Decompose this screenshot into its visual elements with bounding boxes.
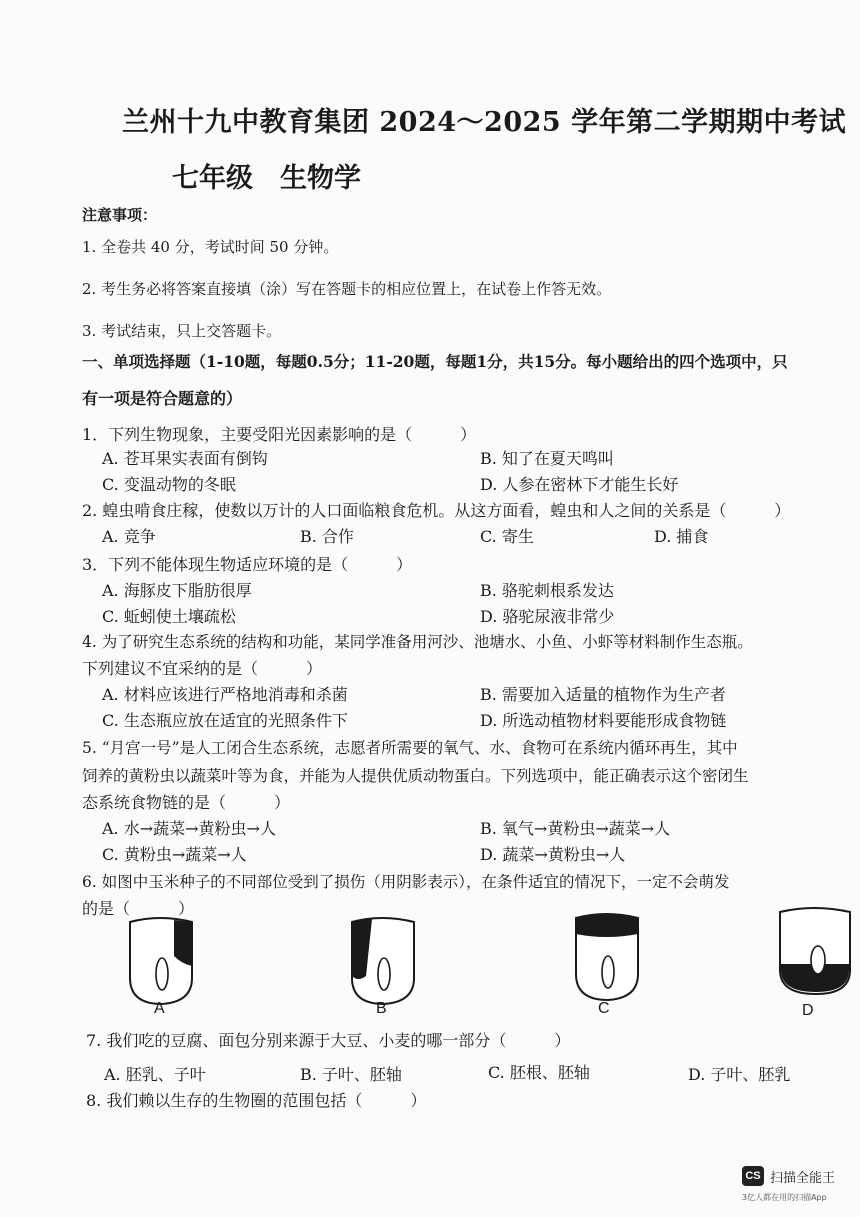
seed-figure-a: [122, 916, 198, 1008]
q7-option-a: A. 胚乳、子叶: [104, 1065, 206, 1084]
scanner-badge-icon: CS: [742, 1166, 764, 1186]
q5-stem-line1: 5. “月宫一号”是人工闭合生态系统，志愿者所需要的氧气、水、食物可在系统内循环再生，其中: [82, 739, 738, 757]
seed-label-c: C: [598, 1000, 610, 1017]
seed-figure-c: [568, 910, 644, 1002]
q1-stem: 1．下列生物现象，主要受阳光因素影响的是（ ）: [82, 425, 477, 444]
q5-option-d: D. 蔬菜→黄粉虫→人: [480, 845, 626, 864]
exam-subtitle: 七年级 生物学: [172, 163, 361, 194]
q5-option-a: A. 水→蔬菜→黄粉虫→人: [102, 819, 276, 838]
q1-option-a: A. 苍耳果实表面有倒钩: [102, 449, 268, 468]
q4-option-d: D. 所选动植物材料要能形成食物链: [480, 711, 727, 730]
q3-option-a: A. 海豚皮下脂肪很厚: [102, 581, 252, 600]
scanner-name: 扫描全能王: [770, 1170, 836, 1186]
section1-heading-line1: 一、单项选择题（1-10题，每题0.5分；11-20题，每题1分，共15分。每小题给出的四个选项中，只: [82, 352, 788, 371]
q4-option-a: A. 材料应该进行严格地消毒和杀菌: [102, 685, 348, 704]
q8-stem: 8. 我们赖以生存的生物圈的范围包括（ ）: [86, 1091, 427, 1110]
q5-stem-line2: 饲养的黄粉虫以蔬菜叶等为食，并能为人提供优质动物蛋白。下列选项中，能正确表示这个密闭生: [82, 767, 749, 785]
note-item-2: 2. 考生务必将答案直接填（涂）写在答题卡的相应位置上，在试卷上作答无效。: [82, 280, 612, 298]
section1-heading-line2: 有一项是符合题意的）: [82, 389, 243, 408]
q3-stem: 3．下列不能体现生物适应环境的是（ ）: [82, 555, 413, 574]
exam-title: 兰州十九中教育集团 2024～2025 学年第二学期期中考试: [122, 107, 847, 138]
q4-option-c: C. 生态瓶应放在适宜的光照条件下: [102, 711, 348, 730]
note-item-3: 3. 考试结束，只上交答题卡。: [82, 322, 282, 340]
q7-stem: 7. 我们吃的豆腐、面包分别来源于大豆、小麦的哪一部分（ ）: [86, 1031, 571, 1050]
seed-figure-d: [772, 906, 856, 998]
scanner-tagline: 3亿人都在用的扫描App: [742, 1193, 827, 1202]
q5-option-c: C. 黄粉虫→蔬菜→人: [102, 845, 247, 864]
q4-option-b: B. 需要加入适量的植物作为生产者: [480, 685, 726, 704]
q1-option-d: D. 人参在密林下才能生长好: [480, 475, 679, 494]
q6-stem-line2: 的是（ ）: [82, 899, 195, 918]
q3-option-d: D. 骆驼尿液非常少: [480, 607, 615, 626]
q3-option-b: B. 骆驼刺根系发达: [480, 581, 614, 600]
q4-stem-line2: 下列建议不宜采纳的是（ ）: [82, 659, 323, 678]
q5-stem-line3: 态系统食物链的是（ ）: [82, 793, 291, 812]
q2-option-b: B. 合作: [300, 527, 354, 546]
seed-label-d: D: [802, 1002, 814, 1019]
q2-option-c: C. 寄生: [480, 527, 534, 546]
notes-heading: 注意事项：: [82, 206, 158, 224]
q5-option-b: B. 氧气→黄粉虫→蔬菜→人: [480, 819, 671, 838]
q2-stem: 2. 蝗虫啃食庄稼，使数以万计的人口面临粮食危机。从这方面看，蝗虫和人之间的关系是（ ）: [82, 501, 791, 520]
q7-option-b: B. 子叶、胚轴: [300, 1065, 402, 1084]
seed-label-a: A: [154, 1000, 165, 1017]
q7-option-c: C. 胚根、胚轴: [488, 1063, 590, 1082]
q7-option-d: D. 子叶、胚乳: [688, 1065, 791, 1084]
q1-option-b: B. 知了在夏天鸣叫: [480, 449, 614, 468]
q1-option-c: C. 变温动物的冬眠: [102, 475, 236, 494]
q4-stem-line1: 4. 为了研究生态系统的结构和功能，某同学准备用河沙、池塘水、小鱼、小虾等材料制作生态瓶。: [82, 633, 753, 651]
seed-figure-b: [344, 916, 420, 1008]
scanner-logo: [742, 1166, 835, 1186]
q3-option-c: C. 蚯蚓使土壤疏松: [102, 607, 236, 626]
q2-option-d: D. 捕食: [654, 527, 709, 546]
q6-stem-line1: 6. 如图中玉米种子的不同部位受到了损伤（用阴影表示），在条件适宜的情况下，一定不会萌发: [82, 873, 730, 891]
seed-label-b: B: [376, 1000, 387, 1017]
note-item-1: 1. 全卷共 40 分，考试时间 50 分钟。: [82, 238, 339, 256]
q2-option-a: A. 竞争: [102, 527, 156, 546]
